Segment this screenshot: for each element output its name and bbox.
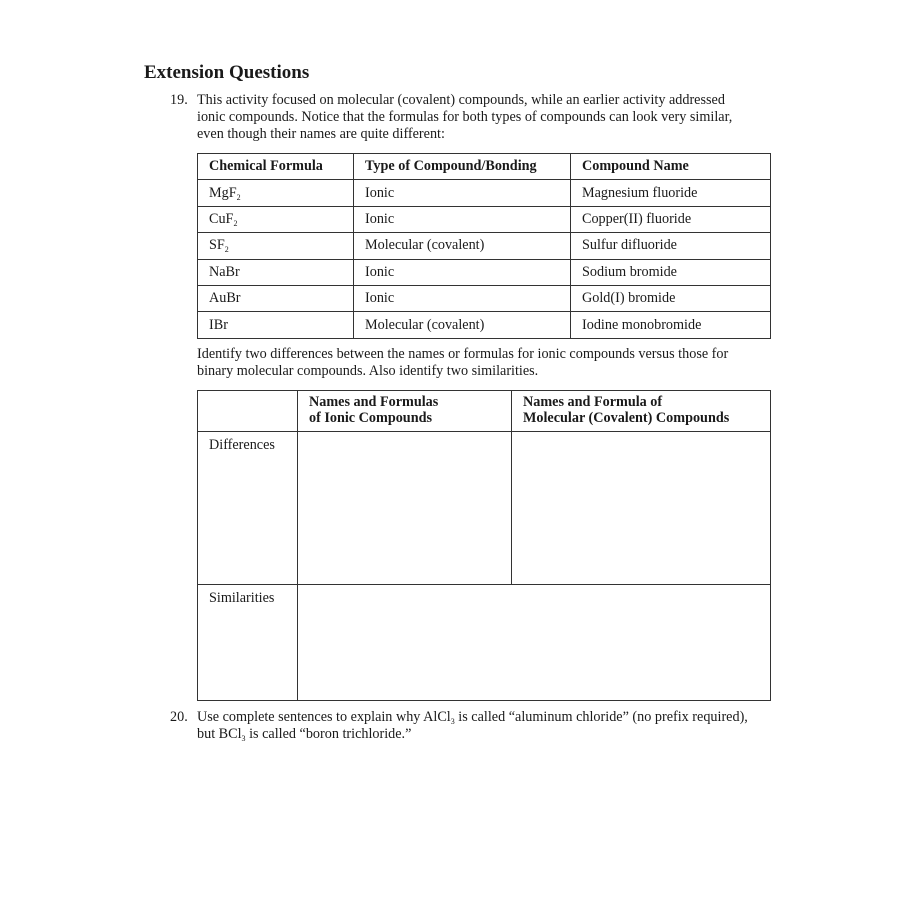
table-row: [198, 312, 771, 338]
type-cell: Ionic: [354, 259, 571, 285]
formula-subscript: 2: [233, 218, 238, 228]
similarities-answer-cell[interactable]: [298, 585, 771, 701]
comparison-prompt: [197, 346, 728, 380]
header-molecular-compounds: [512, 391, 771, 432]
formula-subscript: 2: [236, 192, 241, 202]
formula-cell: [198, 285, 354, 311]
table-row: [198, 180, 771, 206]
differences-molecular-answer-cell[interactable]: [512, 432, 771, 585]
name-cell: Gold(I) bromide: [571, 285, 771, 311]
name-cell: Sodium bromide: [571, 259, 771, 285]
table-row: [198, 285, 771, 311]
prompt-line: Identify two differences between the names or formulas for ionic compounds versus those for: [197, 346, 729, 362]
section-title: Extension Questions: [144, 62, 310, 83]
name-cell: Copper(II) fluoride: [571, 206, 771, 232]
question-text: [197, 92, 777, 143]
header-ionic-compounds: [298, 391, 512, 432]
header-line: Names and Formula of: [523, 394, 663, 410]
formula-base: SF: [209, 237, 225, 254]
header-chemical-formula: Chemical Formula: [198, 154, 354, 180]
formula-cell: [198, 233, 354, 259]
formula-base: IBr: [209, 316, 228, 333]
question-line: This activity focused on molecular (covalent) compounds, while an earlier activity addressed: [197, 92, 725, 108]
table-row: [198, 206, 771, 232]
question-text: [197, 709, 777, 743]
formula-cell: [198, 206, 354, 232]
comparison-table: [197, 390, 771, 701]
text-segment: but BCl: [197, 726, 242, 742]
header-compound-name: Compound Name: [571, 154, 771, 180]
type-cell: Molecular (covalent): [354, 312, 571, 338]
header-blank-cell: [198, 391, 298, 432]
text-segment: is called “aluminum chloride” (no prefix required),: [454, 709, 748, 725]
similarities-label: Similarities: [198, 585, 298, 701]
name-cell: Iodine monobromide: [571, 312, 771, 338]
formula-base: AuBr: [209, 290, 241, 307]
header-line: Molecular (Covalent) Compounds: [523, 410, 730, 426]
formula-subscript: 3: [241, 734, 246, 743]
table-row: [198, 233, 771, 259]
formula-cell: [198, 312, 354, 338]
formula-cell: [198, 180, 354, 206]
question-number: 19.: [170, 92, 188, 108]
header-line: of Ionic Compounds: [309, 410, 432, 426]
differences-row: [198, 432, 771, 585]
type-cell: Molecular (covalent): [354, 233, 571, 259]
formula-base: NaBr: [209, 263, 240, 280]
question-number: 20.: [170, 709, 188, 725]
formula-base: CuF: [209, 210, 234, 227]
header-type-of-compound: Type of Compound/Bonding: [354, 154, 571, 180]
prompt-line: binary molecular compounds. Also identify two similarities.: [197, 363, 539, 379]
differences-ionic-answer-cell[interactable]: [298, 432, 512, 585]
differences-label: Differences: [198, 432, 298, 585]
formula-subscript: 2: [224, 245, 229, 255]
formula-subscript: 3: [450, 717, 455, 726]
header-line: Names and Formulas: [309, 394, 439, 410]
type-cell: Ionic: [354, 206, 571, 232]
table-row: [198, 259, 771, 285]
formula-base: MgF: [209, 184, 237, 201]
text-segment: Use complete sentences to explain why AlCl: [197, 709, 451, 725]
type-cell: Ionic: [354, 285, 571, 311]
question-line: [197, 709, 777, 726]
type-cell: Ionic: [354, 180, 571, 206]
compound-table: [197, 153, 771, 339]
name-cell: Sulfur difluoride: [571, 233, 771, 259]
comparison-header-row: [198, 391, 771, 432]
formula-cell: [198, 259, 354, 285]
question-line: ionic compounds. Notice that the formulas for both types of compounds can look very similar,: [197, 109, 733, 125]
text-segment: is called “boron trichloride.”: [245, 726, 412, 742]
similarities-row: [198, 585, 771, 701]
question-line: [197, 726, 777, 743]
table-header-row: [198, 154, 771, 180]
name-cell: Magnesium fluoride: [571, 180, 771, 206]
question-line: even though their names are quite different:: [197, 126, 445, 142]
